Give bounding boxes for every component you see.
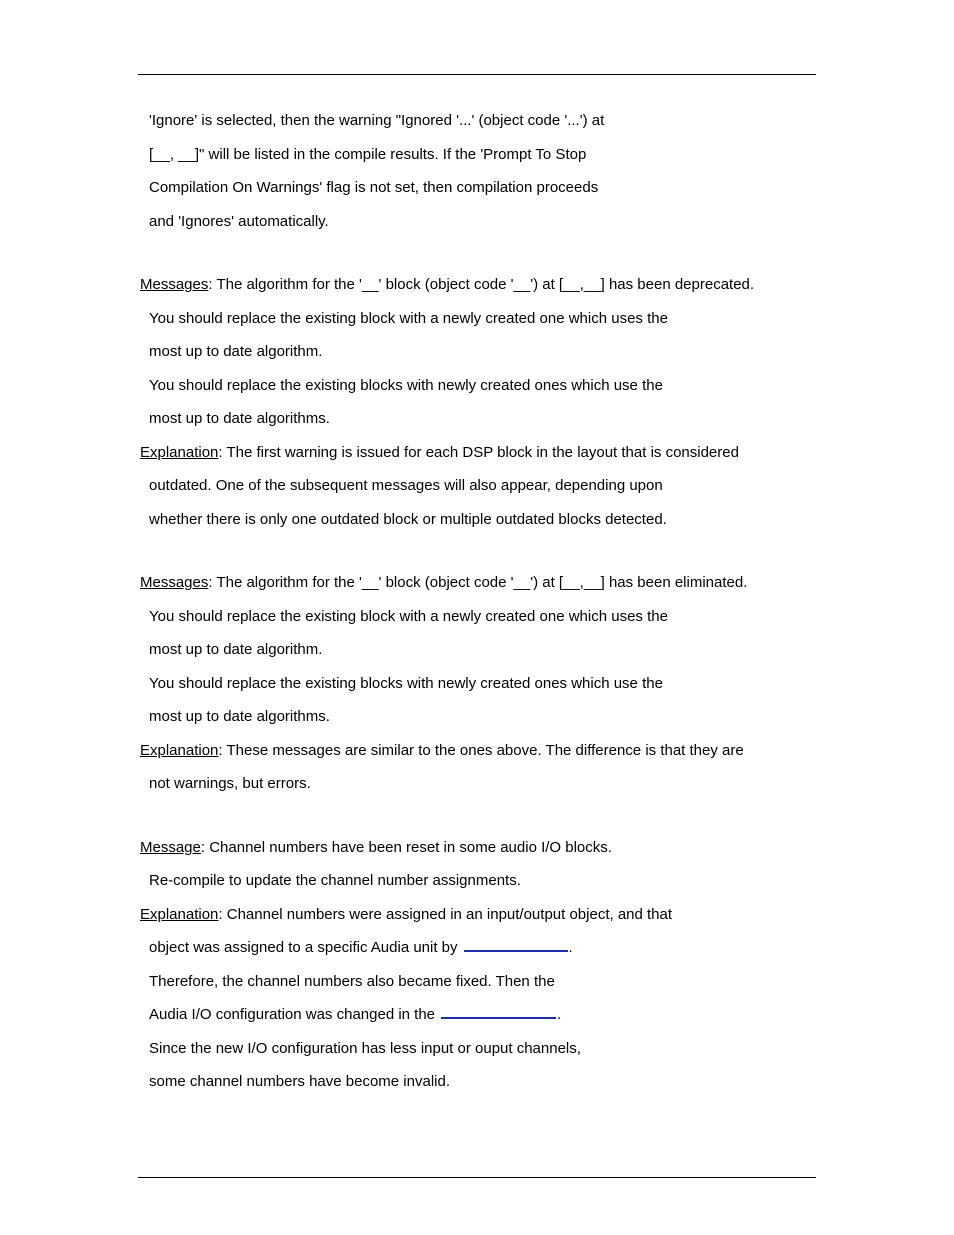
- body-text-line: most up to date algorithms.: [149, 410, 330, 427]
- explanation-text: : Channel numbers were assigned in an input/output object, and that: [218, 906, 673, 923]
- body-text-line: [149, 1006, 561, 1024]
- body-text-line: Re-compile to update the channel number assignments.: [149, 872, 521, 889]
- body-text-line: You should replace the existing block with a newly created one which uses the: [149, 608, 668, 625]
- body-text-line: most up to date algorithm.: [149, 343, 323, 360]
- messages-paragraph: [140, 276, 754, 294]
- assigned-text: object was assigned to a specific Audia unit by: [149, 939, 458, 956]
- messages-text: : The algorithm for the '__' block (object code '__') at [__,__] has been deprecated.: [208, 276, 755, 293]
- header-rule: [138, 74, 816, 75]
- body-text-line: outdated. One of the subsequent messages will also appear, depending upon: [149, 477, 663, 494]
- body-text-line: Therefore, the channel numbers also became fixed. Then the: [149, 973, 555, 990]
- body-text-line: most up to date algorithm.: [149, 641, 323, 658]
- link-blank[interactable]: [441, 1007, 556, 1019]
- explanation-paragraph: [140, 444, 739, 462]
- body-text-line: whether there is only one outdated block or multiple outdated blocks detected.: [149, 511, 667, 528]
- body-text-line: some channel numbers have become invalid.: [149, 1073, 451, 1090]
- explanation-label: Explanation: [140, 444, 219, 461]
- body-text-line: Compilation On Warnings' flag is not set, then compilation proceeds: [149, 179, 599, 196]
- explanation-paragraph: [140, 906, 672, 924]
- period: .: [568, 939, 573, 956]
- body-text-line: You should replace the existing block with a newly created one which uses the: [149, 310, 668, 327]
- messages-paragraph: [140, 574, 747, 592]
- explanation-text: : These messages are similar to the ones above. The difference is that they are: [218, 742, 744, 759]
- body-text-line: You should replace the existing blocks with newly created ones which use the: [149, 675, 663, 692]
- period: .: [557, 1006, 562, 1023]
- message-text: : Channel numbers have been reset in some audio I/O blocks.: [200, 839, 612, 856]
- body-text-line: [__, __]" will be listed in the compile results. If the 'Prompt To Stop: [149, 146, 587, 163]
- messages-label: Messages: [140, 276, 209, 293]
- explanation-paragraph: [140, 742, 744, 760]
- message-paragraph: [140, 839, 612, 857]
- footer-rule: [138, 1177, 816, 1178]
- explanation-label: Explanation: [140, 742, 219, 759]
- message-label: Message: [140, 839, 201, 856]
- messages-label: Messages: [140, 574, 209, 591]
- link-blank[interactable]: [464, 940, 568, 952]
- explanation-label: Explanation: [140, 906, 219, 923]
- body-text-line: [149, 939, 573, 957]
- explanation-text: : The first warning is issued for each DSP block in the layout that is considered: [218, 444, 739, 461]
- body-text-line: 'Ignore' is selected, then the warning "Ignored '...' (object code '...') at: [149, 112, 605, 129]
- body-text-line: most up to date algorithms.: [149, 708, 330, 725]
- config-text: Audia I/O configuration was changed in the: [149, 1006, 436, 1023]
- messages-text: : The algorithm for the '__' block (object code '__') at [__,__] has been eliminated.: [208, 574, 748, 591]
- body-text-line: You should replace the existing blocks with newly created ones which use the: [149, 377, 663, 394]
- body-text-line: not warnings, but errors.: [149, 775, 311, 792]
- body-text-line: Since the new I/O configuration has less input or ouput channels,: [149, 1040, 581, 1057]
- body-text-line: and 'Ignores' automatically.: [149, 213, 329, 230]
